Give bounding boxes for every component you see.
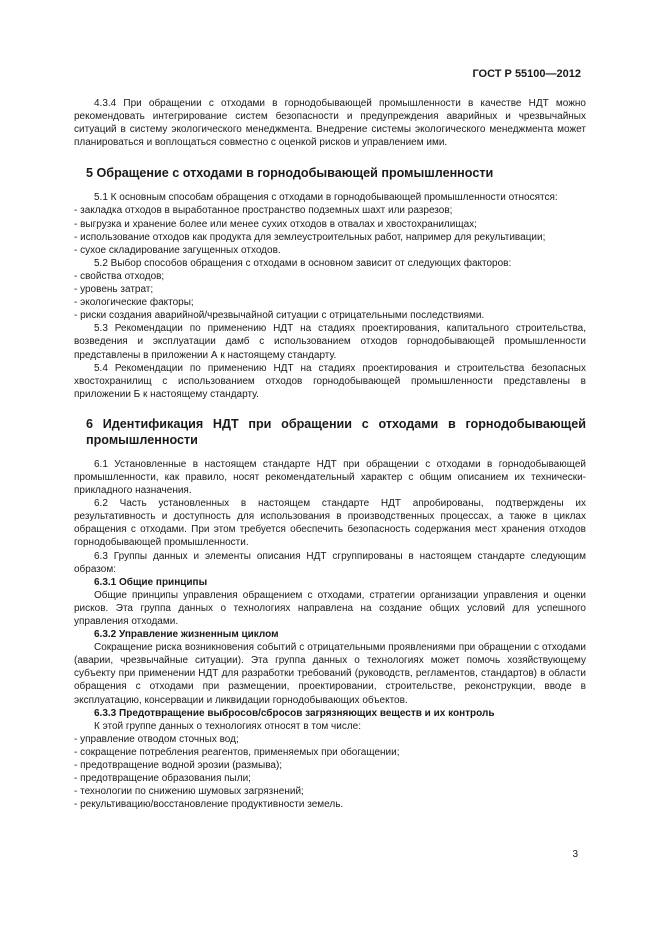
paragraph-6-3-3: К этой группе данных о технологиях относят в том числе: xyxy=(94,720,362,732)
paragraph-6-2: 6.2 Часть установленных в настоящем стандарте НДТ апробированы, подтверждены их результативность и доступность для использования в производственных процессах, а также в циклах обращения с отходами. При этом требуется обеспечить безопасность содержания мест хранения отходов горнодобывающей промышленности. xyxy=(74,498,586,549)
list-item: - предотвращение образования пыли; xyxy=(74,773,251,785)
paragraph-4-3-4: 4.3.4 При обращении с отходами в горнодобывающей промышленности в качестве НДТ можно рекомендовать интегрирование систем безопасности и предупреждения аварийных и чрезвычайных ситуаций в систему экологического менеджмента. Внедрение системы экологического менеджмента может планироваться и воплощаться совместно с оценкой рисков и управлением ими. xyxy=(74,98,586,149)
list-item: - управление отводом сточных вод; xyxy=(74,733,239,745)
list-item: - уровень затрат; xyxy=(74,284,154,296)
list-item: - сокращение потребления реагентов, применяемых при обогащении; xyxy=(74,746,400,758)
section-5-heading: 5 Обращение с отходами в горнодобывающей промышленности xyxy=(86,166,494,181)
subsection-6-3-3-heading: 6.3.3 Предотвращение выбросов/сбросов загрязняющих веществ и их контроль xyxy=(94,707,495,719)
paragraph-6-1: 6.1 Установленные в настоящем стандарте НДТ при обращении с отходами в горнодобывающей промышленности, как правило, носят рекомендательный характер с общим описанием их технически-прикладного назначения. xyxy=(74,458,586,497)
list-item: - предотвращение водной эрозии (размыва); xyxy=(74,760,283,772)
list-item: - закладка отходов в выработанное пространство подземных шахт или разрезов; xyxy=(74,205,453,217)
list-item: - риски создания аварийной/чрезвычайной ситуации с отрицательными последствиями. xyxy=(74,310,485,322)
subsection-6-3-2-heading: 6.3.2 Управление жизненным циклом xyxy=(94,629,279,641)
paragraph-5-2: 5.2 Выбор способов обращения с отходами в основном зависит от следующих факторов: xyxy=(94,257,512,269)
section-6-heading: 6 Идентификация НДТ при обращении с отходами в горнодобывающей промышленности xyxy=(86,416,586,447)
paragraph-6-3: 6.3 Группы данных и элементы описания НДТ сгруппированы в настоящем стандарте следующим образом: xyxy=(74,550,586,575)
list-item: - свойства отходов; xyxy=(74,270,165,282)
list-item: - сухое складирование загущенных отходов. xyxy=(74,244,281,256)
list-item: - выгрузка и хранение более или менее сухих отходов в отвалах и хвостохранилищах; xyxy=(74,218,477,230)
list-item: - технологии по снижению шумовых загрязнений; xyxy=(74,786,304,798)
paragraph-6-3-2: Сокращение риска возникновения событий с отрицательными проявлениями при обращении с отходами (аварии, чрезвычайные ситуации). Эта группа данных о технологиях может помочь хозяйствующему субъекту при применении НДТ для разработки требований (руководств, регламентов, стандартов) в области обращения с отходами при размещении, проектировании, строительстве, реконструкции, вводе в эксплуатацию, консервации и ликвидации горнодобывающих объектов. xyxy=(74,642,586,706)
paragraph-6-3-1: Общие принципы управления обращением с отходами, стратегии организации управления и оценки рисков. Эта группа данных о технологиях направлена на создание общих условий для успешного управления отходами. xyxy=(74,589,586,627)
list-item: - рекультивацию/восстановление продуктивности земель. xyxy=(74,799,344,811)
standard-code-header: ГОСТ Р 55100—2012 xyxy=(472,68,581,80)
list-item: - экологические факторы; xyxy=(74,297,194,309)
list-item: - использование отходов как продукта для землеустроительных работ, например для рекультивации; xyxy=(74,231,546,243)
paragraph-5-3: 5.3 Рекомендации по применению НДТ на стадиях проектирования, капитального строительства, возведения и эксплуатации дамб с использованием отходов горнодобывающей промышленности представлены в приложении А к настоящему стандарту. xyxy=(74,323,586,361)
paragraph-5-1: 5.1 К основным способам обращения с отходами в горнодобывающей промышленности относятся: xyxy=(94,192,558,204)
paragraph-5-4: 5.4 Рекомендации по применению НДТ на стадиях проектирования и строительства безопасных хвостохранилищ с использованием отходов горнодобывающей промышленности представлены в приложении Б к настоящему стандарту. xyxy=(74,362,586,400)
page-number: 3 xyxy=(572,849,578,860)
subsection-6-3-1-heading: 6.3.1 Общие принципы xyxy=(94,576,208,588)
page-content xyxy=(74,97,586,811)
